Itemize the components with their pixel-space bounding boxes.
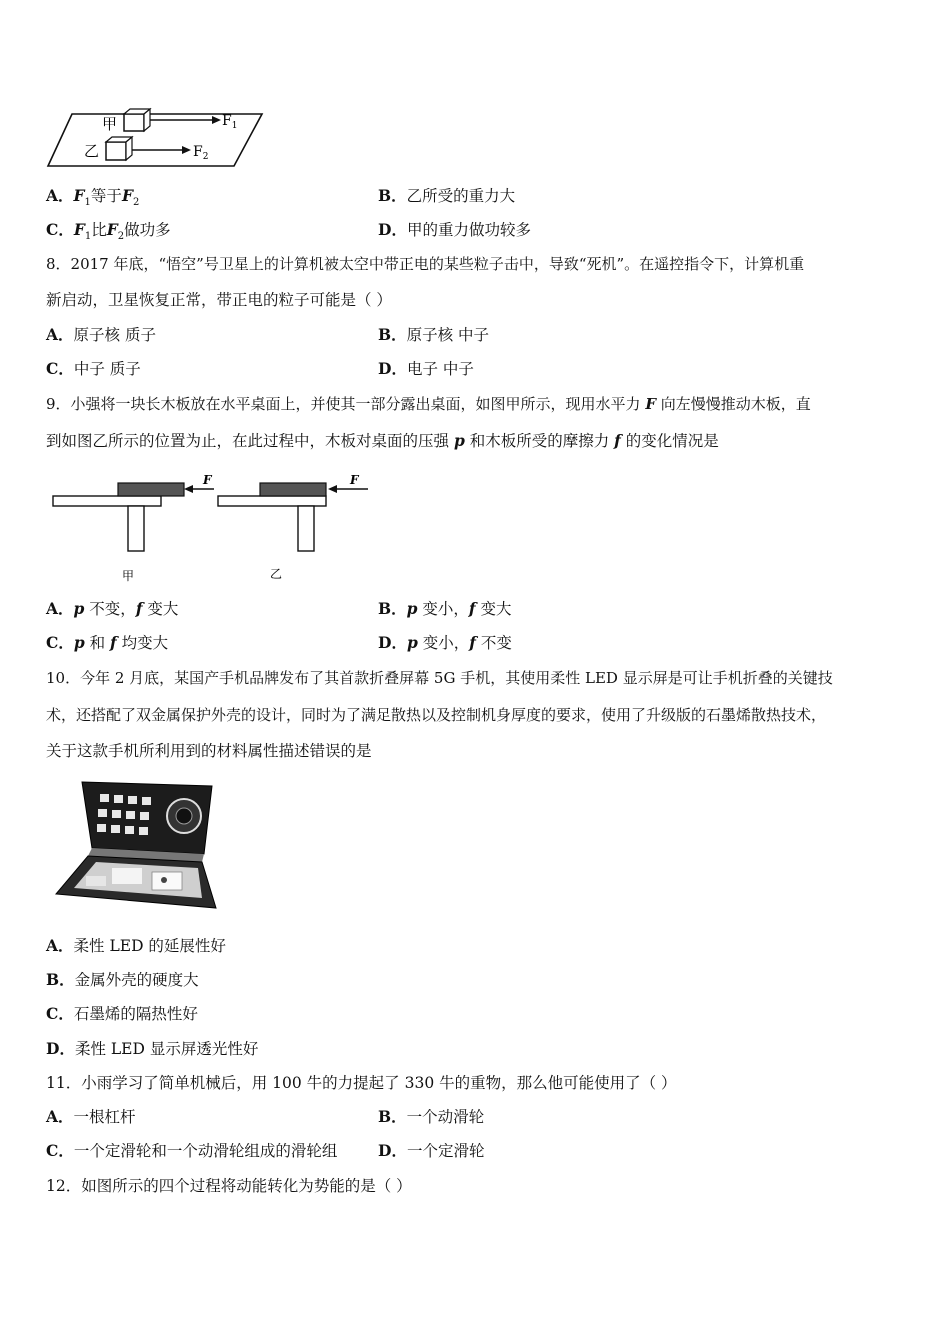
- block-yi: [106, 142, 126, 160]
- block-jia: [124, 114, 144, 131]
- q11-option-a: A．一根杠杆: [46, 1107, 136, 1126]
- q8-option-a: A．原子核 质子: [46, 325, 156, 344]
- q10-stem-line1: 10．今年 2 月底，某国产手机品牌发布了其首款折叠屏幕 5G 手机，其使用柔性 LED 显示屏是可让手机折叠的关键技: [46, 669, 833, 687]
- q8-stem-line2: 新启动，卫星恢复正常，带正电的粒子可能是（ ）: [46, 291, 392, 309]
- arrowhead-f1: [212, 116, 221, 124]
- q11-option-c: C．一个定滑轮和一个动滑轮组成的滑轮组: [46, 1141, 338, 1160]
- force-label-jia: F: [203, 473, 212, 487]
- board-yi: [260, 483, 326, 496]
- q9-option-a: A．p 不变，f 变大: [46, 599, 179, 618]
- q11-stem: 11．小雨学习了简单机械后，用 100 牛的力提起了 330 牛的重物，那么他可能使用了（ ）: [46, 1074, 677, 1092]
- foldable-phone-photo: [52, 776, 218, 920]
- label-f1: $F_1$: [222, 113, 238, 131]
- label-f2: $F_2$: [193, 144, 209, 162]
- q11-option-d: D．一个定滑轮: [378, 1141, 485, 1160]
- force-arrowhead-yi: [328, 485, 337, 493]
- q9-option-c: C．p 和 f 均变大: [46, 633, 169, 652]
- q10-option-a: A．柔性 LED 的延展性好: [46, 936, 226, 955]
- q10-stem-line2: 术，还搭配了双金属保护外壳的设计，同时为了满足散热以及控制机身厚度的要求，使用了升级版的石墨烯散热技术，: [46, 706, 827, 724]
- label-yi: 乙: [84, 142, 100, 160]
- q9-option-b: B．p 变小，f 变大: [378, 599, 512, 618]
- table-top-yi: [218, 496, 326, 506]
- label-yi-9: 乙: [270, 567, 283, 581]
- q9-option-d: D．p 变小，f 不变: [378, 633, 512, 652]
- q8-option-d: D．电子 中子: [378, 359, 474, 378]
- table-top-jia: [53, 496, 161, 506]
- q7-option-c: C．$F_1$比$F_2$做功多: [46, 220, 171, 243]
- q8-option-c: C．中子 质子: [46, 359, 141, 378]
- force-arrowhead-jia: [184, 485, 193, 493]
- q8-option-b: B．原子核 中子: [378, 325, 490, 344]
- q11-option-b: B．一个动滑轮: [378, 1107, 485, 1126]
- board-jia: [118, 483, 184, 496]
- q10-stem-line3: 关于这款手机所利用到的材料属性描述错误的是: [46, 742, 372, 760]
- table-leg-jia: [128, 506, 144, 551]
- q9-figure: [50, 472, 375, 584]
- table-leg-yi: [298, 506, 314, 551]
- q7-option-a: A．$F_1$等于$F_2$: [46, 186, 140, 209]
- q9-stem-line2: 到如图乙所示的位置为止，在此过程中，木板对桌面的压强 p 和木板所受的摩擦力 f 的变化情况是: [46, 431, 719, 450]
- label-jia-9: 甲: [122, 569, 135, 583]
- q9-stem-line1: 9．小强将一块长木板放在水平桌面上，并使其一部分露出桌面，如图甲所示，现用水平力 F 向左慢慢推动木板，直: [46, 395, 811, 413]
- q7-option-d: D．甲的重力做功较多: [378, 220, 531, 239]
- label-jia: 甲: [102, 115, 118, 133]
- q8-stem-line1: 8．2017 年底，“悟空”号卫星上的计算机被太空中带正电的某些粒子击中，导致“死机”。在遥控指令下，计算机重: [46, 255, 805, 273]
- q10-option-d: D．柔性 LED 显示屏透光性好: [46, 1039, 259, 1058]
- arrowhead-f2: [182, 146, 191, 154]
- q7-figure: [44, 104, 268, 170]
- q10-option-c: C．石墨烯的隔热性好: [46, 1004, 198, 1023]
- q12-stem: 12．如图所示的四个过程将动能转化为势能的是（ ）: [46, 1177, 412, 1195]
- q10-option-b: B．金属外壳的硬度大: [46, 970, 199, 989]
- q7-option-b: B．乙所受的重力大: [378, 186, 516, 205]
- force-label-yi: F: [350, 473, 359, 487]
